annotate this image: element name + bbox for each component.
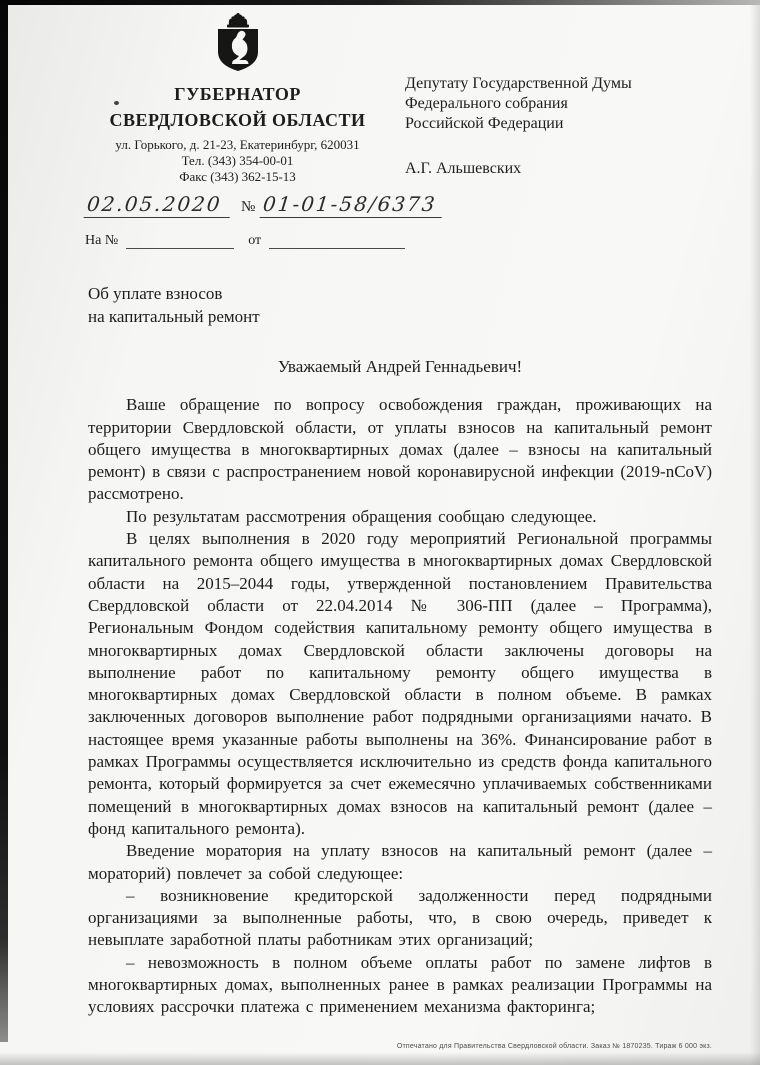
number-sign-label: № [241, 199, 256, 215]
subject-line2: на капитальный ремонт [88, 307, 260, 326]
sender-address: ул. Горького, д. 21-23, Екатеринбург, 620031 [115, 137, 360, 152]
recipient-line3: Российской Федерации [405, 115, 564, 132]
reply-to-label: На № [85, 233, 119, 248]
sender-fax: Факс (343) 362-15-13 [179, 169, 296, 184]
body-paragraph: Введение моратория на уплату взносов на капитальный ремонт (далее – мораторий) повлечет за собой следующее: [88, 841, 712, 883]
reply-reference-line [85, 233, 645, 249]
reply-date-blank [269, 234, 405, 249]
body-paragraph: – возникновение кредиторской задолженности перед подрядными организациями за выполненные работы, что, в свою очередь, приведет к невыплате заработной платы работникам этих организаций; [88, 885, 712, 950]
recipient-line2: Федерального собрания [405, 95, 568, 112]
subject-block [88, 282, 260, 328]
reply-from-label: от [248, 233, 262, 248]
coat-of-arms-icon [214, 12, 262, 74]
scan-edge-top [0, 0, 760, 5]
letterhead-sender-block [75, 12, 400, 185]
handwritten-outgoing-number: 01-01-58/6373 [260, 192, 444, 218]
scan-edge-bottom [0, 1052, 760, 1065]
sender-title-line2: СВЕРДЛОВСКОЙ ОБЛАСТИ [109, 110, 366, 130]
reply-number-blank [126, 234, 234, 249]
scan-edge-right [750, 0, 760, 1065]
salutation: Уважаемый Андрей Геннадьевич! [277, 357, 523, 376]
sender-title-line1: ГУБЕРНАТОР [174, 84, 301, 104]
recipient-name: А.Г. Альшевских [405, 160, 522, 177]
body-paragraph: Ваше обращение по вопросу освобождения граждан, проживающих на территории Свердловской области, от уплаты взносов на капитальный ремонт общего имущества в многоквартирных домах (далее – взносы на капитальный ремонт) в связи с распространением новой коронавирусной инфекции (2019-nCoV) рассмотрено. [88, 395, 712, 504]
handwritten-date: 02.05.2020 [84, 192, 233, 218]
subject-line1: Об уплате взносов [88, 284, 223, 303]
scan-edge-left [0, 0, 8, 1042]
recipient-block [405, 74, 705, 179]
reference-number-line [85, 192, 645, 218]
body-paragraph: По результатам рассмотрения обращения сообщаю следующее. [126, 506, 597, 526]
sender-phone: Тел. (343) 354-00-01 [181, 153, 294, 168]
body-paragraph: – невозможность в полном объеме оплаты работ по замене лифтов в многоквартирных домах, выполненных ранее в рамках реализации Программы на условиях рассрочки платежа с применением механизма факторинга; [88, 952, 712, 1017]
recipient-line1: Депутату Государственной Думы [405, 75, 632, 92]
letter-body [88, 356, 712, 1019]
print-shop-footer: Отпечатано для Правительства Свердловской области. Заказ № 1870235. Тираж 6 000 экз. [396, 1043, 712, 1050]
body-paragraph: В целях выполнения в 2020 году мероприятий Региональной программы капитального ремонта общего имущества в многоквартирных домах Свердловской области на 2015–2044 годы, утвержденной постановлением Правительства Свердловской области от 22.04.2014 № 306-ПП (далее – Программа), Региональным Фондом содействия капитальному ремонту общего имущества в многоквартирных домах Свердловской области заключены договоры на выполнение работ по капитальному ремонту общего имущества в многоквартирных домах Свердловской области в полном объеме. В рамках заключенных договоров выполнение работ подрядными организациями начато. В настоящее время указанные работы выполнены на 36%. Финансирование работ в рамках Программы осуществляется исключительно из средств фонда капитального ремонта, который формируется за счет ежемесячно уплачиваемых собственниками помещений в многоквартирных домах взносов на капитальный ремонт (далее – фонд капитального ремонта). [88, 529, 712, 838]
